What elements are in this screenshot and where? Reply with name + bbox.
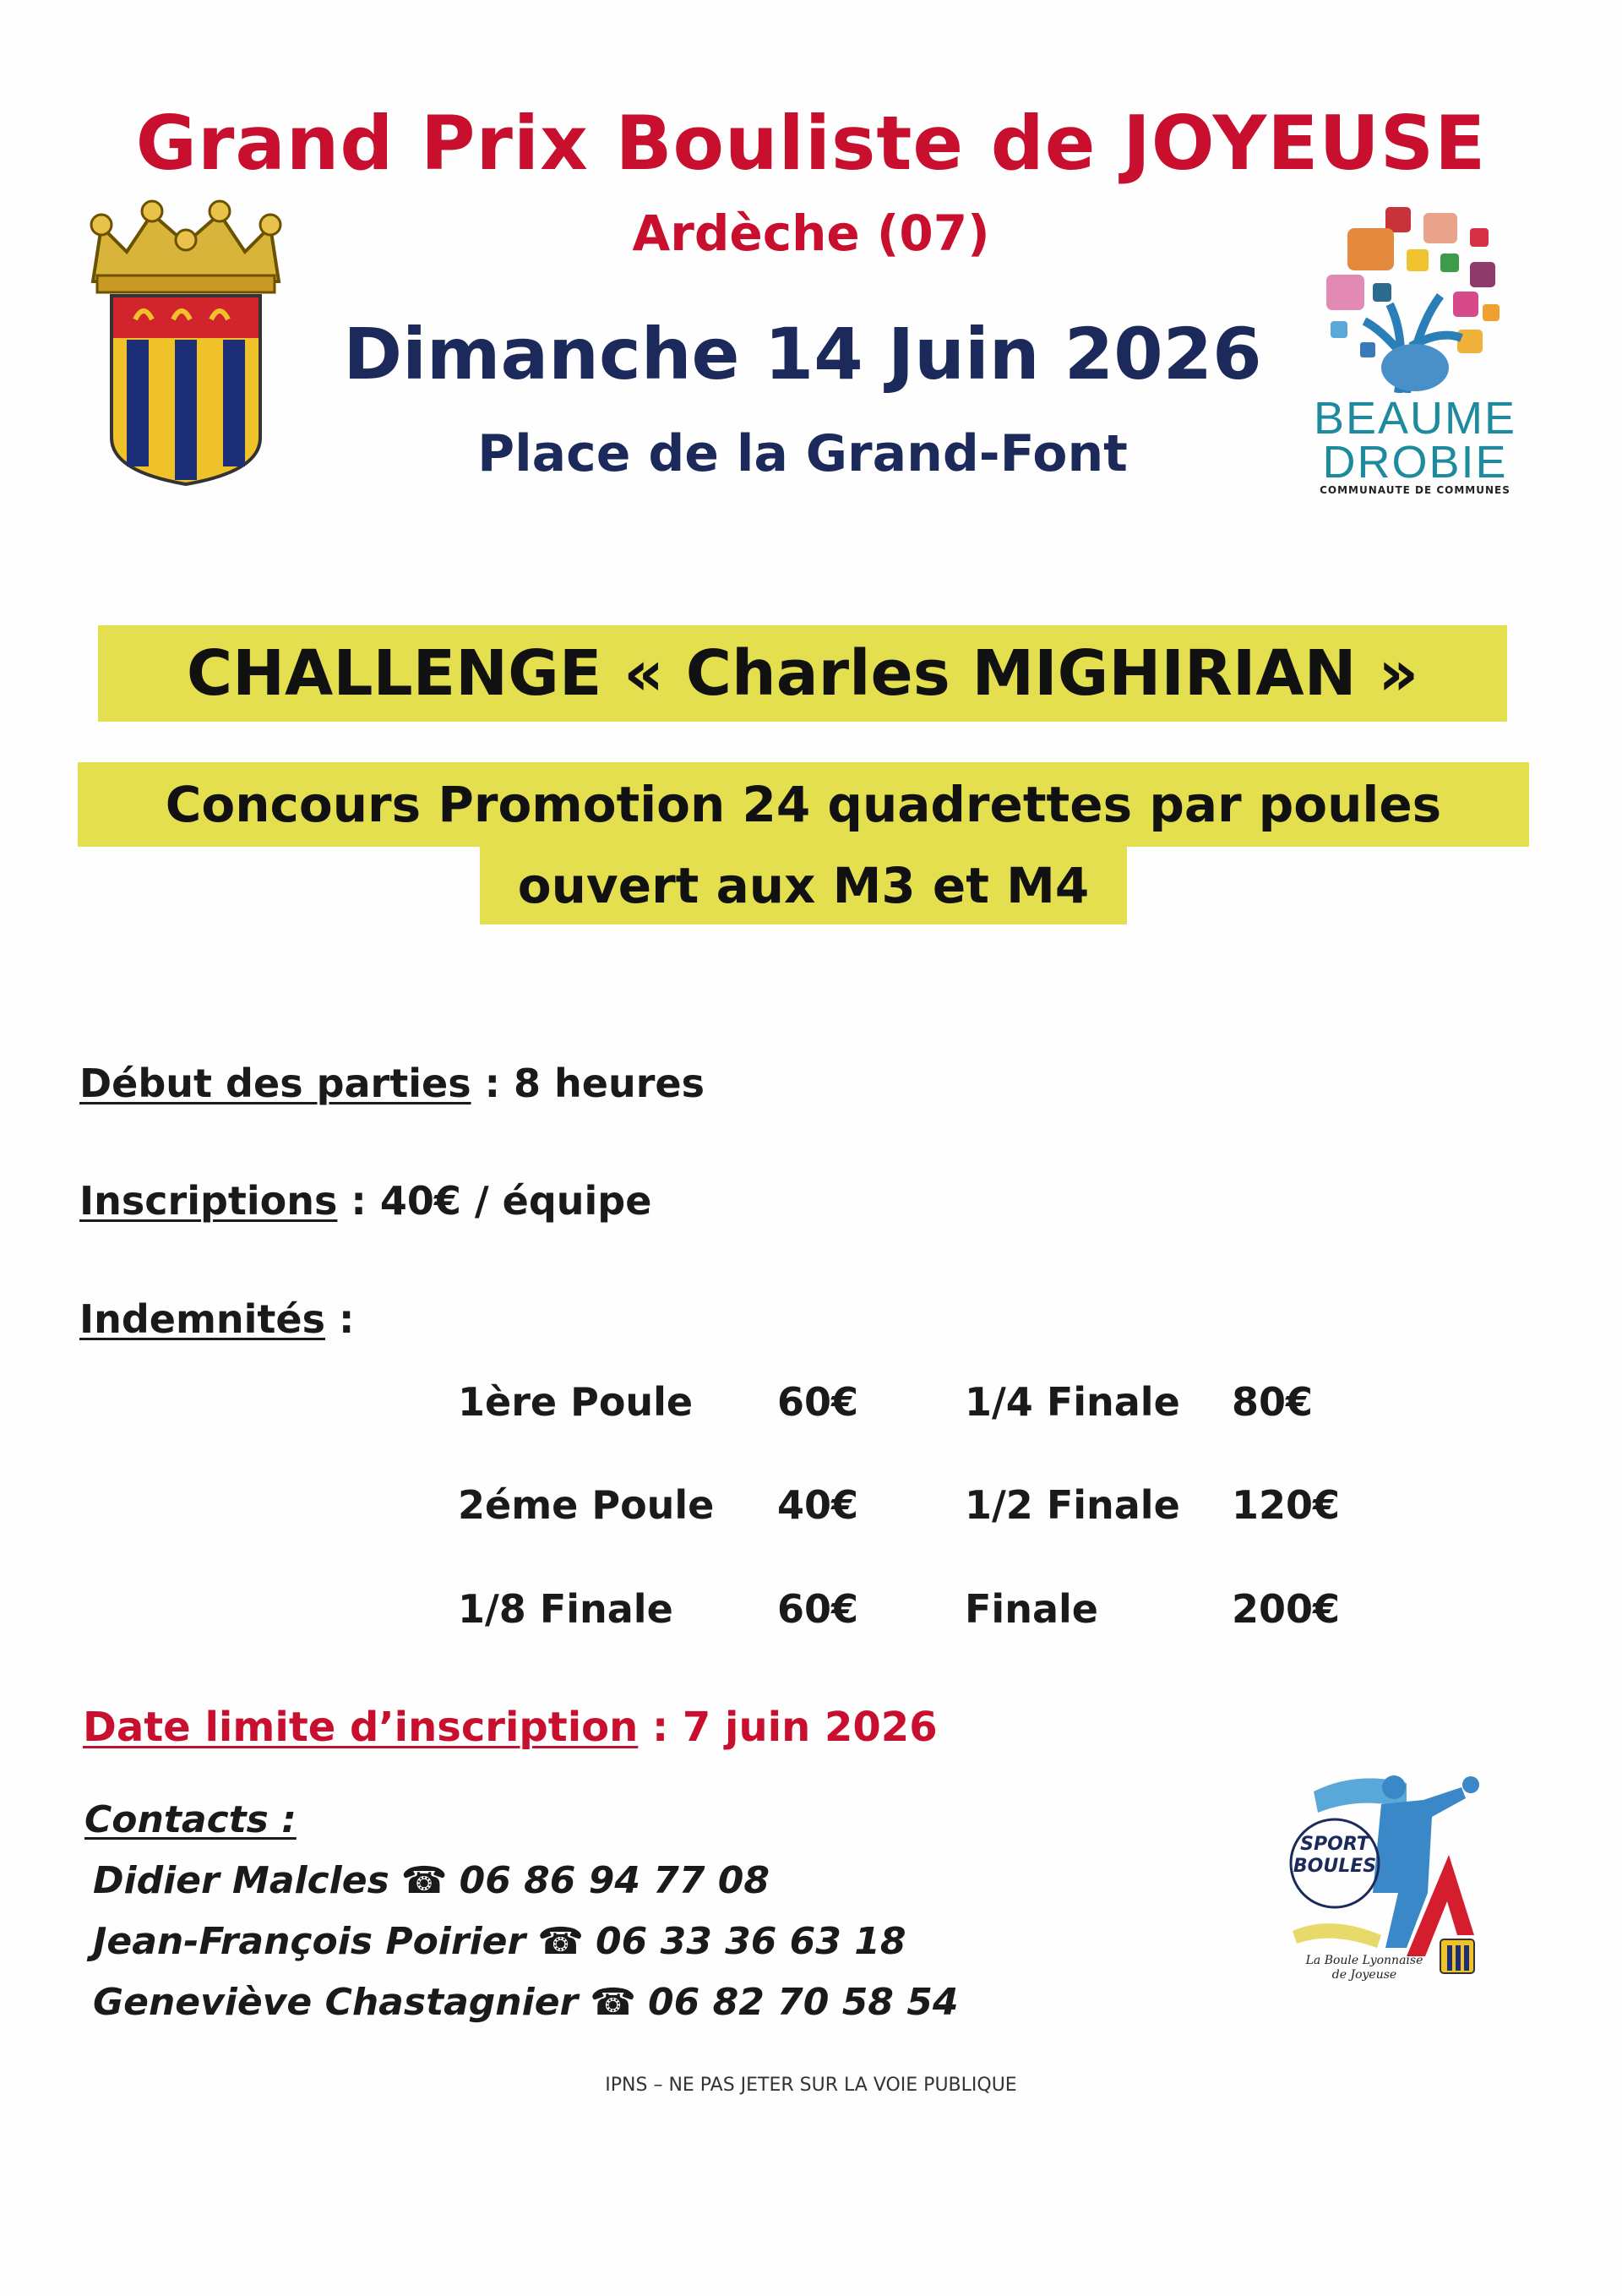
contact-phone: 06 33 36 63 18	[596, 1920, 906, 1963]
coat-of-arms-icon	[76, 193, 296, 488]
prize-left-value: 60€	[777, 1379, 859, 1425]
registration-fee-label: Inscriptions	[79, 1178, 338, 1224]
indemnities-colon: :	[325, 1296, 355, 1342]
beaume-logo-line1: BEAUME	[1314, 393, 1517, 444]
prize-left-value: 40€	[777, 1482, 859, 1528]
promo-line-1: Concours Promotion 24 quadrettes par poules	[78, 762, 1529, 847]
prize-right-value: 80€	[1232, 1379, 1314, 1425]
sport-boules-logo	[1280, 1766, 1500, 1986]
contact-item	[93, 1981, 958, 2024]
phone-icon: ☎	[400, 1859, 448, 1902]
prize-left-label: 1ère Poule	[458, 1379, 694, 1425]
prize-left-label: 2éme Poule	[458, 1482, 715, 1528]
prize-left-value: 60€	[777, 1586, 859, 1632]
deadline-label: Date limite d’inscription	[83, 1704, 639, 1751]
beaume-logo-line2: DROBIE	[1322, 437, 1508, 488]
contacts-title: Contacts :	[84, 1798, 297, 1841]
start-time-label: Début des parties	[79, 1061, 471, 1106]
challenge-banner: CHALLENGE « Charles MIGHIRIAN »	[98, 625, 1507, 722]
prize-right-label: 1/4 Finale	[965, 1379, 1180, 1425]
registration-fee-value: : 40€ / équipe	[337, 1178, 652, 1224]
contact-name: Jean-François Poirier	[93, 1920, 526, 1963]
promo-line-2: ouvert aux M3 et M4	[480, 847, 1127, 924]
contact-name: Geneviève Chastagnier	[93, 1981, 579, 2024]
indemnities-label: Indemnités	[79, 1296, 326, 1342]
poster-subtitle: Ardèche (07)	[632, 205, 990, 262]
sport-logo-caption1: La Boule Lyonnaise	[1305, 1954, 1423, 1967]
sport-logo-line2: BOULES	[1293, 1856, 1377, 1877]
contact-item	[93, 1920, 906, 1963]
prize-right-value: 200€	[1232, 1586, 1341, 1632]
tree-icon	[1314, 203, 1516, 393]
contact-item	[93, 1859, 770, 1902]
beaume-logo-caption: COMMUNAUTE DE COMMUNES	[1320, 484, 1510, 496]
registration-deadline	[83, 1704, 938, 1751]
prize-right-value: 120€	[1232, 1482, 1341, 1528]
phone-icon: ☎	[590, 1981, 637, 2024]
sport-logo-line1: SPORT	[1300, 1834, 1369, 1855]
sport-logo-caption2: de Joyeuse	[1331, 1968, 1397, 1982]
poster-title: Grand Prix Bouliste de JOYEUSE	[135, 100, 1487, 187]
phone-icon: ☎	[537, 1920, 585, 1963]
contact-name: Didier Malcles	[93, 1859, 389, 1902]
contact-phone: 06 82 70 58 54	[648, 1981, 959, 2024]
registration-fee-line	[79, 1178, 651, 1224]
prize-left-label: 1/8 Finale	[458, 1586, 673, 1632]
contact-phone: 06 86 94 77 08	[459, 1859, 770, 1902]
prize-right-label: Finale	[965, 1586, 1098, 1632]
indemnities-heading	[79, 1296, 354, 1342]
beaume-drobie-logo	[1314, 203, 1517, 496]
start-time-line	[79, 1061, 705, 1106]
start-time-value: : 8 heures	[471, 1061, 705, 1106]
ipns-notice: IPNS – NE PAS JETER SUR LA VOIE PUBLIQUE	[605, 2075, 1017, 2096]
event-place: Place de la Grand-Font	[477, 424, 1128, 483]
deadline-value: : 7 juin 2026	[638, 1704, 938, 1751]
event-date: Dimanche 14 Juin 2026	[343, 313, 1262, 395]
prize-right-label: 1/2 Finale	[965, 1482, 1180, 1528]
